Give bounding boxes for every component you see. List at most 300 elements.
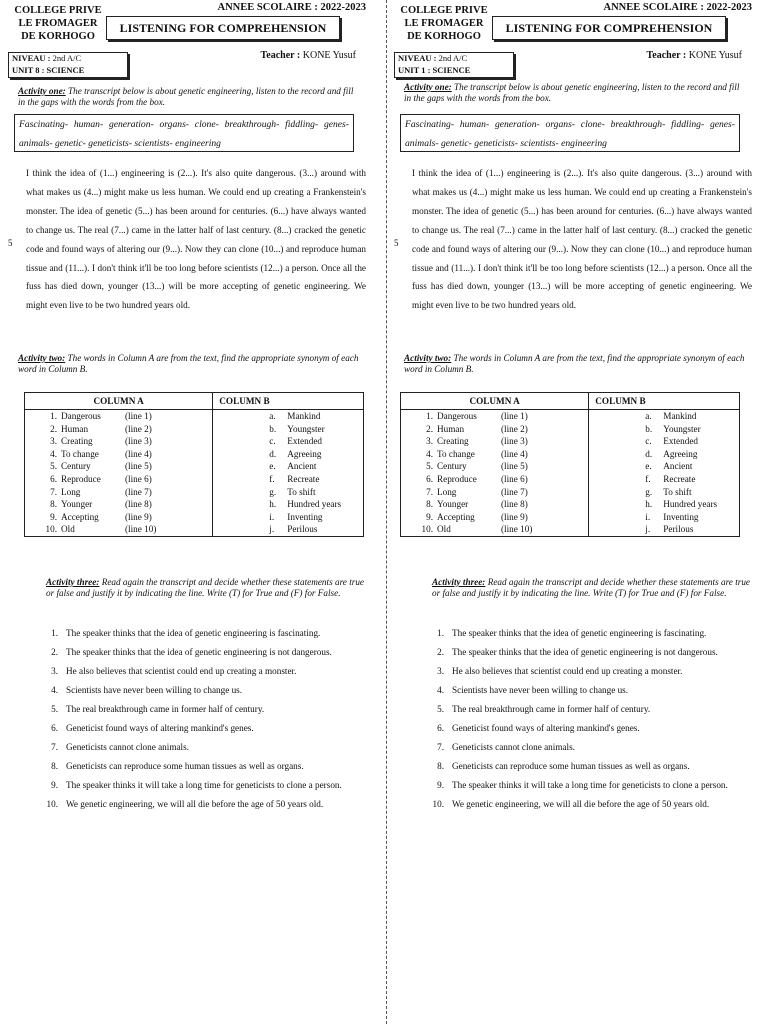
column-a-cell [25, 423, 213, 436]
column-a-entry [401, 511, 588, 524]
item-letter: d. [645, 448, 653, 459]
statement-text: Geneticists can reproduce some human tissues as well as organs. [452, 761, 690, 771]
column-a-header: COLUMN A [25, 393, 213, 410]
teacher-label: Teacher : [260, 50, 301, 61]
synonym-table-body [401, 410, 740, 537]
statement-text: Geneticists cannot clone animals. [66, 742, 189, 752]
statement-text: Geneticists cannot clone animals. [452, 742, 575, 752]
activity-one-instruction [404, 82, 748, 104]
column-a-entry [401, 523, 588, 536]
unit-label: UNIT 1 : SCIENCE [398, 64, 471, 75]
list-item [418, 738, 750, 757]
item-word: Human [437, 423, 465, 434]
column-a-entry [25, 448, 212, 461]
item-synonym: Youngster [287, 423, 325, 434]
synonym-table [400, 392, 740, 537]
school-name [398, 4, 490, 43]
column-a-entry [25, 473, 212, 486]
statement-number: 4. [437, 685, 444, 695]
list-item [418, 795, 750, 814]
page-fold-divider [386, 0, 387, 1024]
item-number: 10. [421, 524, 433, 535]
statement-number: 7. [51, 742, 58, 752]
item-synonym: Extended [663, 436, 698, 447]
item-word: Creating [61, 436, 93, 447]
column-b-cell [589, 523, 740, 536]
table-row [25, 410, 364, 423]
line-number: 5 [394, 238, 399, 248]
school-line-3: DE KORHOGO [407, 31, 481, 42]
item-word: Accepting [61, 511, 99, 522]
worksheet-copy-right [394, 0, 756, 1024]
item-synonym: Inventing [287, 511, 323, 522]
column-b-cell [589, 410, 740, 423]
worksheet-copy-left [8, 0, 370, 1024]
list-item [32, 662, 364, 681]
school-line-2: LE FROMAGER [404, 18, 484, 29]
item-synonym: Perilous [287, 524, 318, 535]
school-line-1: COLLEGE PRIVE [400, 5, 488, 16]
column-a-entry [401, 448, 588, 461]
column-a-entry [401, 460, 588, 473]
item-synonym: Youngster [663, 423, 701, 434]
activity-one-instruction [18, 86, 362, 108]
statement-text: We genetic engineering, we will all die before the age of 50 years old. [452, 799, 710, 809]
column-b-entry [589, 486, 739, 499]
activity-one-label: Activity one: [404, 82, 452, 92]
column-b-cell [589, 423, 740, 436]
list-item [32, 757, 364, 776]
column-b-cell [589, 486, 740, 499]
column-b-entry [589, 435, 739, 448]
item-letter: f. [645, 473, 651, 484]
column-b-entry [589, 410, 739, 423]
list-item [418, 624, 750, 643]
item-line-ref: (line 3) [501, 436, 528, 447]
list-item [32, 776, 364, 795]
column-a-cell [401, 486, 589, 499]
column-b-cell [213, 460, 364, 473]
column-b-cell [213, 473, 364, 486]
item-line-ref: (line 2) [501, 423, 528, 434]
table-row [401, 486, 740, 499]
statement-number: 2. [51, 647, 58, 657]
item-letter: a. [645, 411, 652, 421]
item-synonym: Agreeing [287, 448, 322, 459]
table-row [401, 423, 740, 436]
transcript-passage: I think the idea of (1...) engineering is (2...). It's also quite dangerous. (3...) around with what makes us (4...) might make us less human. We could end up creating a Frankenstein's monster. The idea of genetic (5...) has been around for centuries. (6...) have always wanted to change us. The real (7...) came in the latter half of last century. (8...) cracked the genetic code and found ways of altering our (9...). Now they can clone (10...) and reproduce human tissue and (11...). I don't think it'll be too long before scientists (12...) a person. Once all the fuss has died down, younger (13...) will be more accepting of genetic engineering. We might even live to be two hundred years old. [26, 168, 366, 311]
level-box [8, 52, 128, 78]
list-item [418, 643, 750, 662]
activity-two-text: The words in Column A are from the text, find the appropriate synonym of each word in Column B. [404, 353, 745, 374]
item-line-ref: (line 7) [125, 486, 152, 497]
item-word: Accepting [437, 511, 475, 522]
column-b-entry [213, 511, 363, 524]
item-number: 5. [426, 461, 433, 472]
statement-text: The speaker thinks that the idea of genetic engineering is not dangerous. [452, 647, 718, 657]
table-row [25, 448, 364, 461]
item-line-ref: (line 2) [125, 423, 152, 434]
item-word: Human [61, 423, 89, 434]
statement-text: The real breakthrough came in former half of century. [66, 704, 265, 714]
item-line-ref: (line 8) [501, 499, 528, 510]
item-word: Younger [437, 499, 469, 510]
statement-text: He also believes that scientist could end up creating a monster. [66, 666, 297, 676]
item-letter: h. [269, 499, 277, 510]
column-a-cell [401, 423, 589, 436]
item-line-ref: (line 10) [125, 524, 157, 535]
item-word: Old [437, 524, 451, 535]
table-row [401, 498, 740, 511]
item-number: 2. [50, 423, 57, 434]
column-a-entry [401, 435, 588, 448]
item-word: Century [437, 461, 467, 472]
item-number: 1. [50, 411, 57, 421]
column-b-entry [213, 498, 363, 511]
item-word: Century [61, 461, 91, 472]
level-box [394, 52, 514, 78]
column-b-cell [213, 498, 364, 511]
item-number: 1. [426, 411, 433, 421]
statement-number: 7. [437, 742, 444, 752]
activity-two-instruction [404, 353, 748, 375]
statement-number: 2. [437, 647, 444, 657]
column-b-cell [589, 473, 740, 486]
item-synonym: To shift [663, 486, 692, 497]
item-letter: b. [269, 423, 277, 434]
item-number: 3. [50, 436, 57, 447]
column-b-cell [213, 423, 364, 436]
niveau-value: 2nd A/C [438, 53, 468, 63]
statement-number: 6. [51, 723, 58, 733]
item-line-ref: (line 4) [125, 448, 152, 459]
column-a-entry [25, 423, 212, 436]
table-row [401, 410, 740, 423]
item-word: Creating [437, 436, 469, 447]
column-a-entry [25, 486, 212, 499]
item-letter: h. [645, 499, 653, 510]
niveau-value: 2nd A/C [52, 53, 82, 63]
activity-one-label: Activity one: [18, 86, 66, 96]
table-row [25, 486, 364, 499]
column-b-entry [589, 473, 739, 486]
word-box: Fascinating- human- generation- organs- clone- breakthrough- fiddling- genes- animals- genetic- geneticists- scientists- engineering [400, 114, 740, 152]
column-a-entry [25, 435, 212, 448]
item-line-ref: (line 10) [501, 524, 533, 535]
column-b-header: COLUMN B [213, 393, 364, 410]
item-letter: a. [269, 411, 276, 421]
column-a-entry [401, 498, 588, 511]
item-synonym: Ancient [663, 461, 693, 472]
table-row [401, 435, 740, 448]
item-synonym: Perilous [663, 524, 694, 535]
item-letter: g. [645, 486, 653, 497]
item-number: 9. [50, 511, 57, 522]
item-letter: b. [645, 423, 653, 434]
teacher-label: Teacher : [646, 50, 687, 61]
statement-text: Scientists have never been willing to change us. [452, 685, 629, 695]
table-row [25, 523, 364, 536]
true-false-statements [418, 624, 750, 814]
column-b-entry [213, 423, 363, 436]
item-line-ref: (line 6) [501, 473, 528, 484]
item-number: 4. [50, 448, 57, 459]
item-line-ref: (line 9) [125, 511, 152, 522]
item-line-ref: (line 8) [125, 499, 152, 510]
item-number: 10. [45, 524, 57, 535]
item-line-ref: (line 1) [501, 411, 528, 421]
column-b-entry [589, 460, 739, 473]
list-item [418, 681, 750, 700]
line-number: 5 [8, 238, 13, 248]
table-row [25, 473, 364, 486]
column-b-entry [589, 523, 739, 536]
column-b-cell [213, 486, 364, 499]
column-a-cell [401, 523, 589, 536]
item-word: Reproduce [61, 473, 101, 484]
item-line-ref: (line 5) [501, 461, 528, 472]
column-a-cell [401, 473, 589, 486]
item-synonym: Recreate [287, 473, 320, 484]
table-row [401, 523, 740, 536]
synonym-table-body [25, 410, 364, 537]
item-letter: c. [269, 436, 276, 447]
school-line-3: DE KORHOGO [21, 31, 95, 42]
table-row [25, 498, 364, 511]
column-a-cell [25, 523, 213, 536]
statement-text: Geneticist found ways of altering mankind's genes. [452, 723, 640, 733]
item-letter: i. [645, 511, 651, 522]
item-number: 6. [426, 473, 433, 484]
item-word: Younger [61, 499, 93, 510]
statement-text: The speaker thinks it will take a long time for geneticists to clone a person. [452, 780, 728, 790]
column-a-cell [25, 473, 213, 486]
statement-number: 5. [51, 704, 58, 714]
activity-three-text: Read again the transcript and decide whether these statements are true or false and justify it by indicating the line. Write (T) for True and (F) for False. [432, 577, 751, 598]
synonym-table [24, 392, 364, 537]
school-year: ANNEE SCOLAIRE : 2022-2023 [603, 2, 752, 13]
item-word: Dangerous [61, 411, 101, 421]
worksheet-title: LISTENING FOR COMPREHENSION [492, 16, 726, 40]
activity-one-text: The transcript below is about genetic engineering, listen to the record and fill in the gaps with the words from the box. [404, 82, 740, 103]
list-item [418, 662, 750, 681]
statement-text: The speaker thinks that the idea of genetic engineering is fascinating. [66, 628, 321, 638]
item-line-ref: (line 5) [125, 461, 152, 472]
item-line-ref: (line 4) [501, 448, 528, 459]
teacher-line [647, 50, 742, 61]
item-line-ref: (line 1) [125, 411, 152, 421]
list-item [418, 719, 750, 738]
column-b-cell [589, 511, 740, 524]
table-row [25, 511, 364, 524]
item-word: To change [437, 448, 475, 459]
item-line-ref: (line 6) [125, 473, 152, 484]
column-a-entry [25, 523, 212, 536]
true-false-statements [32, 624, 364, 814]
statement-text: He also believes that scientist could end up creating a monster. [452, 666, 683, 676]
niveau-label: NIVEAU : [398, 53, 437, 63]
item-number: 8. [426, 499, 433, 510]
statement-text: Scientists have never been willing to change us. [66, 685, 243, 695]
column-a-entry [401, 473, 588, 486]
item-number: 9. [426, 511, 433, 522]
statement-text: Geneticists can reproduce some human tissues as well as organs. [66, 761, 304, 771]
item-number: 8. [50, 499, 57, 510]
activity-three-label: Activity three: [432, 577, 486, 587]
statement-number: 6. [437, 723, 444, 733]
item-word: To change [61, 448, 99, 459]
item-number: 3. [426, 436, 433, 447]
list-item [32, 700, 364, 719]
column-b-cell [213, 511, 364, 524]
column-a-cell [401, 460, 589, 473]
activity-three-instruction [46, 577, 364, 599]
column-b-cell [213, 523, 364, 536]
list-item [32, 738, 364, 757]
column-b-cell [589, 435, 740, 448]
activity-two-instruction [18, 353, 362, 375]
column-a-cell [25, 486, 213, 499]
item-synonym: To shift [287, 486, 316, 497]
item-synonym: Mankind [663, 411, 697, 421]
table-row [401, 448, 740, 461]
column-a-cell [401, 410, 589, 423]
table-row [25, 435, 364, 448]
school-name [12, 4, 104, 43]
item-synonym: Extended [287, 436, 322, 447]
statement-text: The speaker thinks that the idea of genetic engineering is not dangerous. [66, 647, 332, 657]
column-a-cell [401, 448, 589, 461]
item-word: Long [437, 486, 457, 497]
school-year: ANNEE SCOLAIRE : 2022-2023 [217, 2, 366, 13]
transcript-passage: I think the idea of (1...) engineering is (2...). It's also quite dangerous. (3...) around with what makes us (4...) might make us less human. We could end up creating a Frankenstein's monster. The idea of genetic (5...) has been around for centuries. (6...) have always wanted to change us. The real (7...) came in the latter half of last century. (8...) cracked the genetic code and found ways of altering our (9...). Now they can clone (10...) and reproduce human tissue and (11...). I don't think it'll be too long before scientists (12...) a person. Once all the fuss has died down, younger (13...) will be more accepting of genetic engineering. We might even live to be two hundred years old. [412, 168, 752, 311]
item-number: 7. [50, 486, 57, 497]
worksheet-title: LISTENING FOR COMPREHENSION [106, 16, 340, 40]
column-b-entry [589, 448, 739, 461]
activity-three-instruction [432, 577, 750, 599]
school-line-2: LE FROMAGER [18, 18, 98, 29]
column-b-entry [213, 473, 363, 486]
statement-number: 8. [437, 761, 444, 771]
column-b-entry [213, 460, 363, 473]
statement-number: 9. [51, 780, 58, 790]
list-item [418, 757, 750, 776]
statement-number: 3. [51, 666, 58, 676]
list-item [32, 681, 364, 700]
item-letter: f. [269, 473, 275, 484]
column-a-cell [401, 435, 589, 448]
list-item [32, 795, 364, 814]
column-b-entry [213, 523, 363, 536]
item-letter: j. [269, 524, 275, 535]
activity-two-text: The words in Column A are from the text, find the appropriate synonym of each word in Column B. [18, 353, 359, 374]
column-b-entry [589, 423, 739, 436]
list-item [418, 700, 750, 719]
item-synonym: Recreate [663, 473, 696, 484]
statement-text: The speaker thinks it will take a long time for geneticists to clone a person. [66, 780, 342, 790]
column-a-entry [401, 423, 588, 436]
item-synonym: Ancient [287, 461, 317, 472]
statement-text: The real breakthrough came in former half of century. [452, 704, 651, 714]
item-line-ref: (line 7) [501, 486, 528, 497]
list-item [32, 624, 364, 643]
column-a-cell [401, 511, 589, 524]
item-number: 4. [426, 448, 433, 459]
statement-text: The speaker thinks that the idea of genetic engineering is fascinating. [452, 628, 707, 638]
table-row [25, 460, 364, 473]
column-b-entry [213, 448, 363, 461]
item-word: Reproduce [437, 473, 477, 484]
item-word: Old [61, 524, 75, 535]
teacher-name: KONE Yusuf [688, 50, 742, 61]
column-b-entry [589, 498, 739, 511]
column-b-cell [589, 498, 740, 511]
item-synonym: Mankind [287, 411, 321, 421]
column-a-cell [25, 410, 213, 423]
column-b-cell [213, 435, 364, 448]
item-word: Dangerous [437, 411, 477, 421]
school-line-1: COLLEGE PRIVE [14, 5, 102, 16]
column-a-header: COLUMN A [401, 393, 589, 410]
column-b-entry [589, 511, 739, 524]
word-box: Fascinating- human- generation- organs- clone- breakthrough- fiddling- genes- animals- genetic- geneticists- scientists- engineering [14, 114, 354, 152]
item-number: 2. [426, 423, 433, 434]
column-a-cell [25, 498, 213, 511]
column-a-entry [401, 410, 588, 423]
item-synonym: Hundred years [663, 499, 718, 510]
item-synonym: Inventing [663, 511, 699, 522]
column-b-entry [213, 410, 363, 423]
item-word: Long [61, 486, 81, 497]
list-item [418, 776, 750, 795]
table-row [401, 511, 740, 524]
column-b-header: COLUMN B [589, 393, 740, 410]
statement-number: 8. [51, 761, 58, 771]
column-a-entry [401, 486, 588, 499]
item-synonym: Hundred years [287, 499, 342, 510]
item-synonym: Agreeing [663, 448, 698, 459]
column-a-entry [25, 460, 212, 473]
column-a-entry [25, 498, 212, 511]
column-b-cell [589, 448, 740, 461]
statement-number: 10. [46, 799, 58, 809]
column-b-cell [213, 410, 364, 423]
item-letter: d. [269, 448, 277, 459]
statement-number: 1. [51, 628, 58, 638]
statement-number: 4. [51, 685, 58, 695]
item-letter: e. [645, 461, 652, 472]
item-line-ref: (line 9) [501, 511, 528, 522]
statement-text: We genetic engineering, we will all die before the age of 50 years old. [66, 799, 324, 809]
teacher-name: KONE Yusuf [302, 50, 356, 61]
item-letter: e. [269, 461, 276, 472]
column-b-cell [213, 448, 364, 461]
column-a-entry [25, 410, 212, 423]
item-number: 6. [50, 473, 57, 484]
activity-three-label: Activity three: [46, 577, 100, 587]
item-line-ref: (line 3) [125, 436, 152, 447]
item-number: 7. [426, 486, 433, 497]
table-row [25, 423, 364, 436]
column-a-cell [401, 498, 589, 511]
unit-label: UNIT 8 : SCIENCE [12, 64, 85, 75]
list-item [32, 643, 364, 662]
column-b-entry [213, 486, 363, 499]
statement-number: 3. [437, 666, 444, 676]
statement-text: Geneticist found ways of altering mankind's genes. [66, 723, 254, 733]
item-letter: i. [269, 511, 275, 522]
item-number: 5. [50, 461, 57, 472]
